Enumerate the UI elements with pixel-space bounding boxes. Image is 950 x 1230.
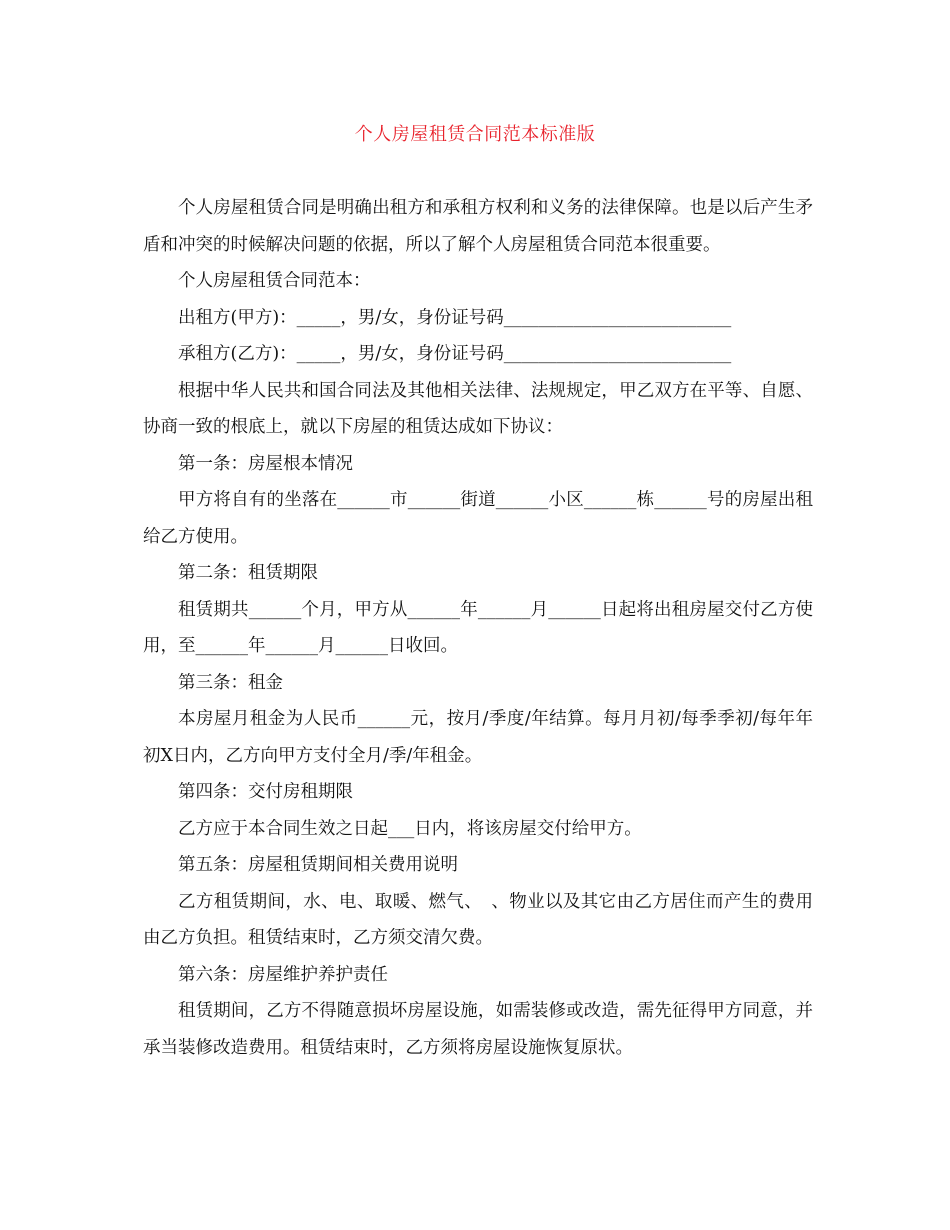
article-5-text: 乙方租赁期间，水、电、取暖、燃气、 、物业以及其它由乙方居住而产生的费用由乙方负担。租赁结束时，乙方须交清欠费。 — [143, 891, 813, 948]
article-4-heading: 第四条：交付房租期限 — [178, 782, 353, 802]
document-body — [143, 190, 813, 1066]
article-4-text: 乙方应于本合同生效之日起___日内，将该房屋交付给甲方。 — [178, 818, 642, 839]
article-3-text: 本房屋月租金为人民币______元，按月/季度/年结算。每月月初/每季季初/每年年初X日内，乙方向甲方支付全月/季/年租金。 — [143, 709, 813, 766]
legal-basis-paragraph: 根据中华人民共和国合同法及其他相关法律、法规规定，甲乙双方在平等、自愿、协商一致的根底上，就以下房屋的租赁达成如下协议： — [143, 380, 813, 437]
article-1-text: 甲方将自有的坐落在______市______街道______小区______栋______号的房屋出租给乙方使用。 — [143, 490, 813, 547]
article-1-heading: 第一条：房屋根本情况 — [178, 453, 353, 474]
intro-paragraph: 个人房屋租赁合同是明确出租方和承租方权利和义务的法律保障。也是以后产生矛盾和冲突的时候解决问题的依据，所以了解个人房屋租赁合同范本很重要。 — [143, 198, 813, 255]
article-2-heading: 第二条：租赁期限 — [178, 563, 318, 583]
article-3-heading: 第三条：租金 — [178, 672, 283, 693]
article-5-heading: 第五条：房屋租赁期间相关费用说明 — [178, 855, 458, 875]
article-6-text: 租赁期间，乙方不得随意损坏房屋设施，如需装修或改造，需先征得甲方同意，并承当装修改造费用。租赁结束时，乙方须将房屋设施恢复原状。 — [143, 1001, 813, 1058]
article-2-text: 租赁期共______个月，甲方从______年______月______日起将出租房屋交付乙方使用，至______年______月______日收回。 — [143, 599, 813, 656]
article-6-heading: 第六条：房屋维护养护责任 — [178, 964, 388, 985]
lessor-line: 出租方(甲方)：_____，男/女，身份证号码__________________________ — [178, 307, 732, 328]
lessee-line: 承租方(乙方)：_____，男/女，身份证号码__________________________ — [178, 344, 732, 364]
document-title: 个人房屋租赁合同范本标准版 — [354, 124, 596, 145]
sample-heading: 个人房屋租赁合同范本： — [178, 271, 371, 291]
